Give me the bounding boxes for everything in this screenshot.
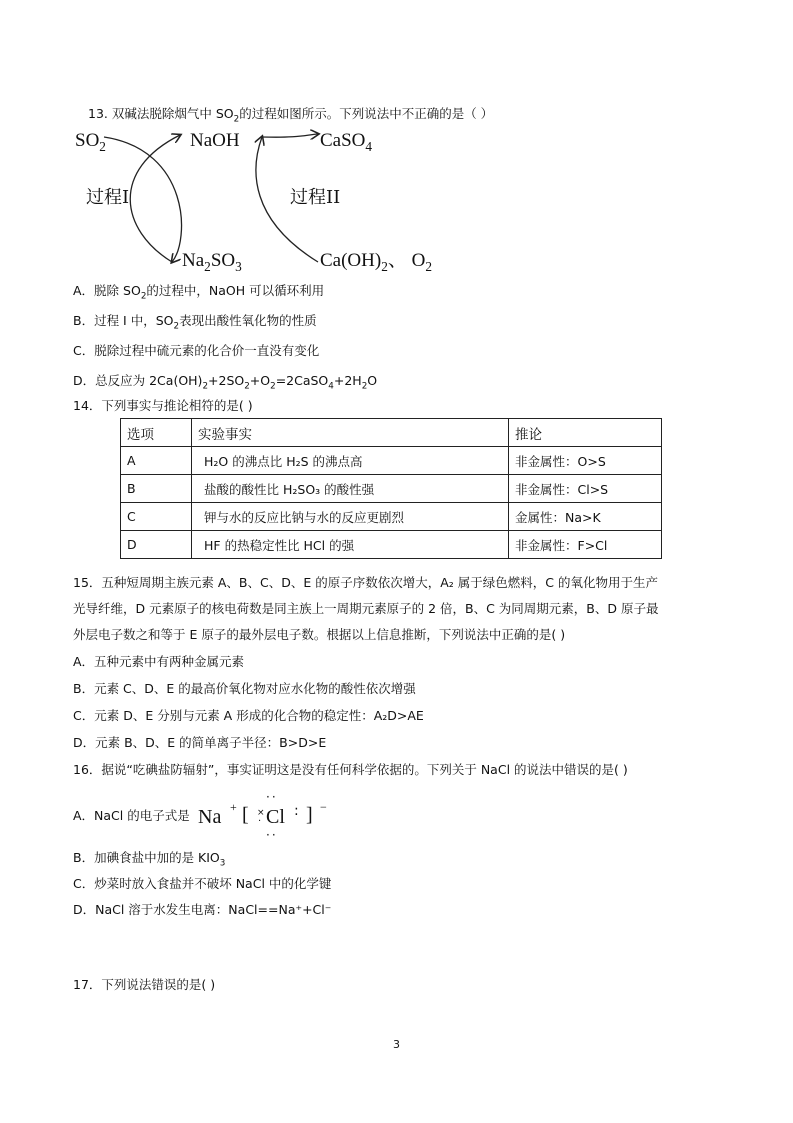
row-option: B [121, 475, 192, 503]
formula-close-bracket: ] [306, 804, 313, 826]
q13-option-a: A．脱除 $SO_2$的过程中，NaOH 可以循环利用 [73, 283, 325, 302]
q13-option-b: B．过程 I 中，$SO_2$表现出酸性氧化物的性质 [73, 313, 317, 332]
page-number: 3 [393, 1038, 400, 1051]
header-inference: 推论 [509, 419, 662, 447]
q16-option-c: C．炒菜时放入食盐并不破坏 NaCl 中的化学键 [73, 876, 332, 891]
table-row [121, 503, 662, 531]
row-option: D [121, 531, 192, 559]
arrow-process2-out [262, 134, 318, 137]
row-inference: 非金属性：O>S [509, 447, 662, 475]
row-inference: 非金属性：Cl>S [509, 475, 662, 503]
row-fact: 盐酸的酸性比 H₂SO₃ 的酸性强 [192, 475, 509, 503]
q16-option-a: A．NaCl 的电子式是 [73, 808, 190, 823]
q15-option-d: D．元素 B、D、E 的简单离子半径：B>D>E [73, 735, 327, 750]
q16-stem: 16．据说“吃碘盐防辐射”，事实证明这是没有任何科学依据的。下列关于 NaCl 的说法中错误的是( ) [73, 762, 628, 777]
row-fact: HF 的热稳定性比 HCl 的强 [192, 531, 509, 559]
formula-minus: − [320, 800, 327, 814]
q16-option-d: D．NaCl 溶于水发生电离：NaCl==Na⁺+Cl⁻ [73, 902, 332, 917]
table-row [121, 531, 662, 559]
label-naoh: NaOH [190, 130, 240, 151]
formula-plus: + [230, 800, 237, 814]
row-option: C [121, 503, 192, 531]
q15-option-c: C．元素 D、E 分别与元素 A 形成的化合物的稳定性：A₂D>AE [73, 708, 424, 723]
row-fact: H₂O 的沸点比 H₂S 的沸点高 [192, 447, 509, 475]
formula-open-bracket: [ [242, 804, 249, 826]
table-row [121, 447, 662, 475]
electron-dot: · [258, 816, 262, 827]
header-fact: 实验事实 [192, 419, 509, 447]
electron-dots-right: : [294, 803, 299, 819]
row-fact: 钾与水的反应比钠与水的反应更剧烈 [192, 503, 509, 531]
electron-cross: × [257, 808, 265, 818]
header-option: 选项 [121, 419, 192, 447]
q15-stem-line2: 光导纤维，D 元素原子的核电荷数是同主族上一周期元素原子的 2 倍，B、C 为同周期元素，B、D 原子最 [73, 601, 659, 616]
q15-stem-line1: 15．五种短周期主族元素 A、B、C、D、E 的原子序数依次增大，A₂ 属于绿色燃料，C 的氧化物用于生产 [73, 575, 658, 590]
row-option: A [121, 447, 192, 475]
table-header-row [121, 419, 662, 447]
q13-stem: 13. 双碱法脱除烟气中 $SO_2$的过程如图所示。下列说法中不正确的是（ ） [88, 106, 494, 125]
q14-stem: 14．下列事实与推论相符的是( ) [73, 398, 253, 413]
q14-table [120, 418, 662, 559]
label-na2so3: $Na_2SO_3$ [182, 250, 242, 274]
label-process1: 过程I [86, 187, 130, 208]
label-so2: $SO_2$ [75, 130, 106, 154]
arrow-process1-return [130, 135, 180, 262]
table-row [121, 475, 662, 503]
label-caoh2-o2: $Ca(OH)_2$、 $O_2$ [320, 250, 432, 274]
q15-stem-line3: 外层电子数之和等于 E 原子的最外层电子数。根据以上信息推断，下列说法中正确的是( ) [73, 627, 566, 642]
row-inference: 非金属性：F>Cl [509, 531, 662, 559]
q13-option-d: D．总反应为 $2Ca(OH)_2+2SO_2+O_2=2CaSO_4+2H_2O$ [73, 373, 378, 392]
formula-cl: Cl [266, 806, 285, 828]
q17-stem: 17．下列说法错误的是( ) [73, 977, 216, 992]
label-process2: 过程II [290, 187, 341, 208]
row-inference: 金属性：Na>K [509, 503, 662, 531]
electron-dots-top: ·· [266, 790, 278, 804]
label-caso4: CaSO$_4$ [320, 130, 373, 154]
formula-na: Na [198, 806, 222, 828]
electron-formula [198, 790, 348, 842]
electron-dots-bottom: ·· [266, 828, 278, 842]
q16-option-b: B．加碘食盐中加的是 $KIO_3$ [73, 850, 226, 869]
q15-option-a: A．五种元素中有两种金属元素 [73, 654, 245, 669]
q13-option-c: C．脱除过程中硫元素的化合价一直没有变化 [73, 343, 320, 358]
q15-option-b: B．元素 C、D、E 的最高价氧化物对应水化物的酸性依次增强 [73, 681, 416, 696]
